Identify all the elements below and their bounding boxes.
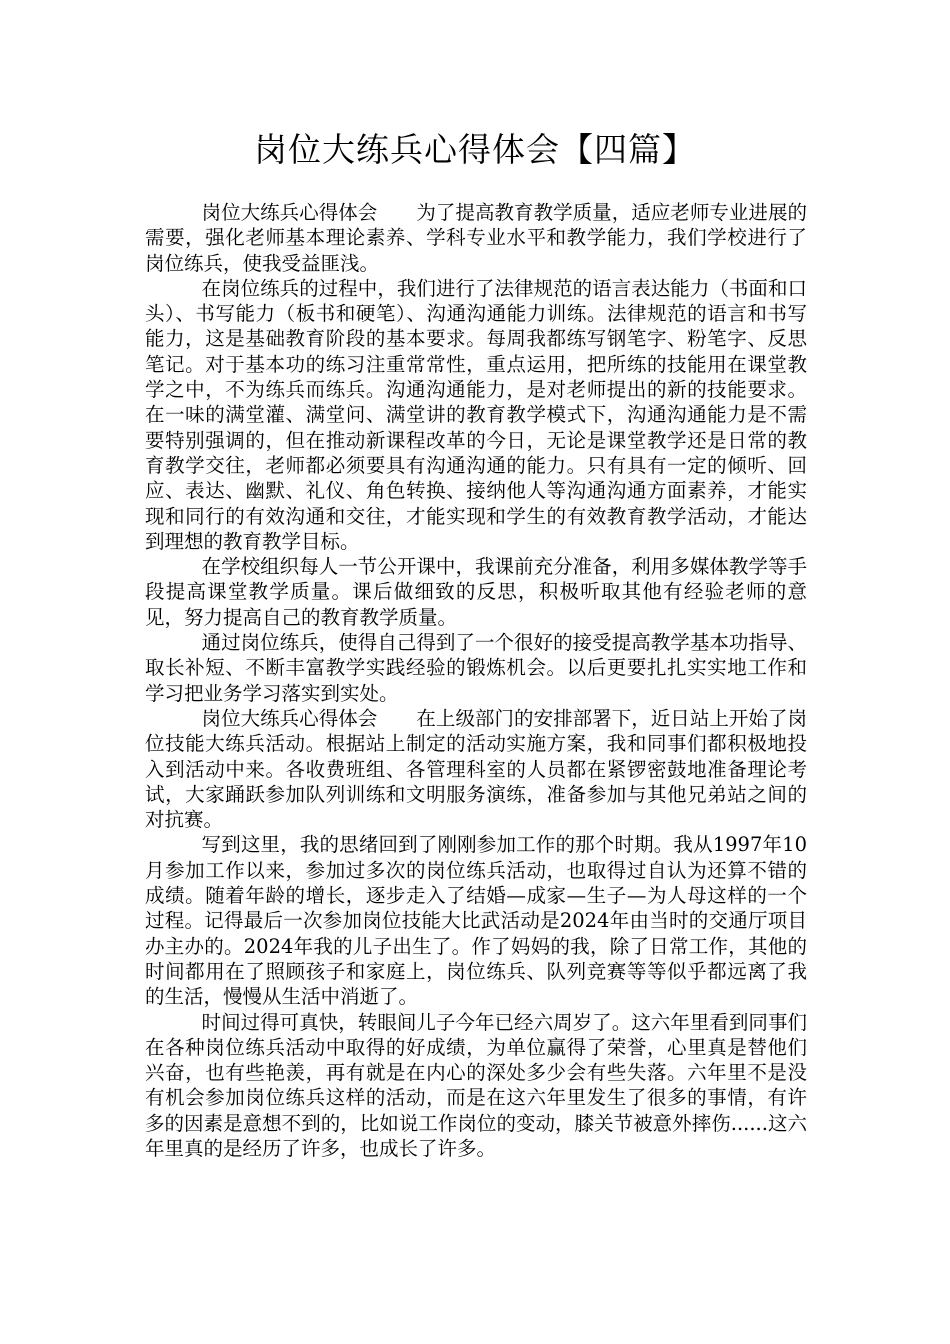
- paragraph: 写到这里，我的思绪回到了刚刚参加工作的那个时期。我从1997年10月参加工作以来，参加过多次的岗位练兵活动，也取得过自认为还算不错的成绩。随着年龄的增长，逐步走入了结婚—成家—生子—为人母这样的一个过程。记得最后一次参加岗位技能大比武活动是2024年由当时的交通厅项目办主办的。2024年我的儿子出生了。作了妈妈的我，除了日常工作，其他的时间都用在了照顾孩子和家庭上，岗位练兵、队列竞赛等等似乎都远离了我的生活，慢慢从生活中消逝了。: [145, 833, 807, 1009]
- paragraph: 通过岗位练兵，使得自己得到了一个很好的接受提高教学基本功指导、取长补短、不断丰富教学实践经验的锻炼机会。以后更要扎扎实实地工作和学习把业务学习落实到实处。: [145, 631, 807, 705]
- paragraph: 在学校组织每人一节公开课中，我课前充分准备，利用多媒体教学等手段提高课堂教学质量。课后做细致的反思，积极听取其他有经验老师的意见，努力提高自己的教育教学质量。: [145, 555, 807, 629]
- document-title: 岗位大练兵心得体会【四篇】: [254, 130, 696, 169]
- document-body: [145, 200, 807, 1161]
- paragraph: 时间过得可真快，转眼间儿子今年已经六周岁了。这六年里看到同事们在各种岗位练兵活动中取得的好成绩，为单位赢得了荣誉，心里真是替他们兴奋，也有些艳羡，再有就是在内心的深处多少会有些失落。六年里不是没有机会参加岗位练兵这样的活动，而是在这六年里发生了很多的事情，有许多的因素是意想不到的，比如说工作岗位的变动，膝关节被意外摔伤......这六年里真的是经历了许多，也成长了许多。: [145, 1010, 807, 1160]
- paragraph: 岗位大练兵心得体会 在上级部门的安排部署下，近日站上开始了岗位技能大练兵活动。根据站上制定的活动实施方案，我和同事们都积极地投入到活动中来。各收费班组、各管理科室的人员都在紧锣密鼓地准备理论考试，大家踊跃参加队列训练和文明服务演练，准备参加与其他兄弟站之间的对抗赛。: [145, 706, 807, 832]
- paragraph: 在岗位练兵的过程中，我们进行了法律规范的语言表达能力（书面和口头）、书写能力（板书和硬笔）、沟通沟通能力训练。法律规范的语言和书写能力，这是基础教育阶段的基本要求。每周我都练写钢笔字、粉笔字、反思笔记。对于基本功的练习注重常常性，重点运用，把所练的技能用在课堂教学之中，不为练兵而练兵。沟通沟通能力，是对老师提出的新的技能要求。在一味的满堂灌、满堂问、满堂讲的教育教学模式下，沟通沟通能力是不需要特别强调的，但在推动新课程改革的今日，无论是课堂教学还是日常的教育教学交往，老师都必须要具有沟通沟通的能力。只有具有一定的倾听、回应、表达、幽默、礼仪、角色转换、接纳他人等沟通沟通方面素养，才能实现和同行的有效沟通和交往，才能实现和学生的有效教育教学活动，才能达到理想的教育教学目标。: [145, 276, 807, 553]
- paragraph: 岗位大练兵心得体会 为了提高教育教学质量，适应老师专业进展的需要，强化老师基本理论素养、学科专业水平和教学能力，我们学校进行了岗位练兵，使我受益匪浅。: [145, 201, 807, 275]
